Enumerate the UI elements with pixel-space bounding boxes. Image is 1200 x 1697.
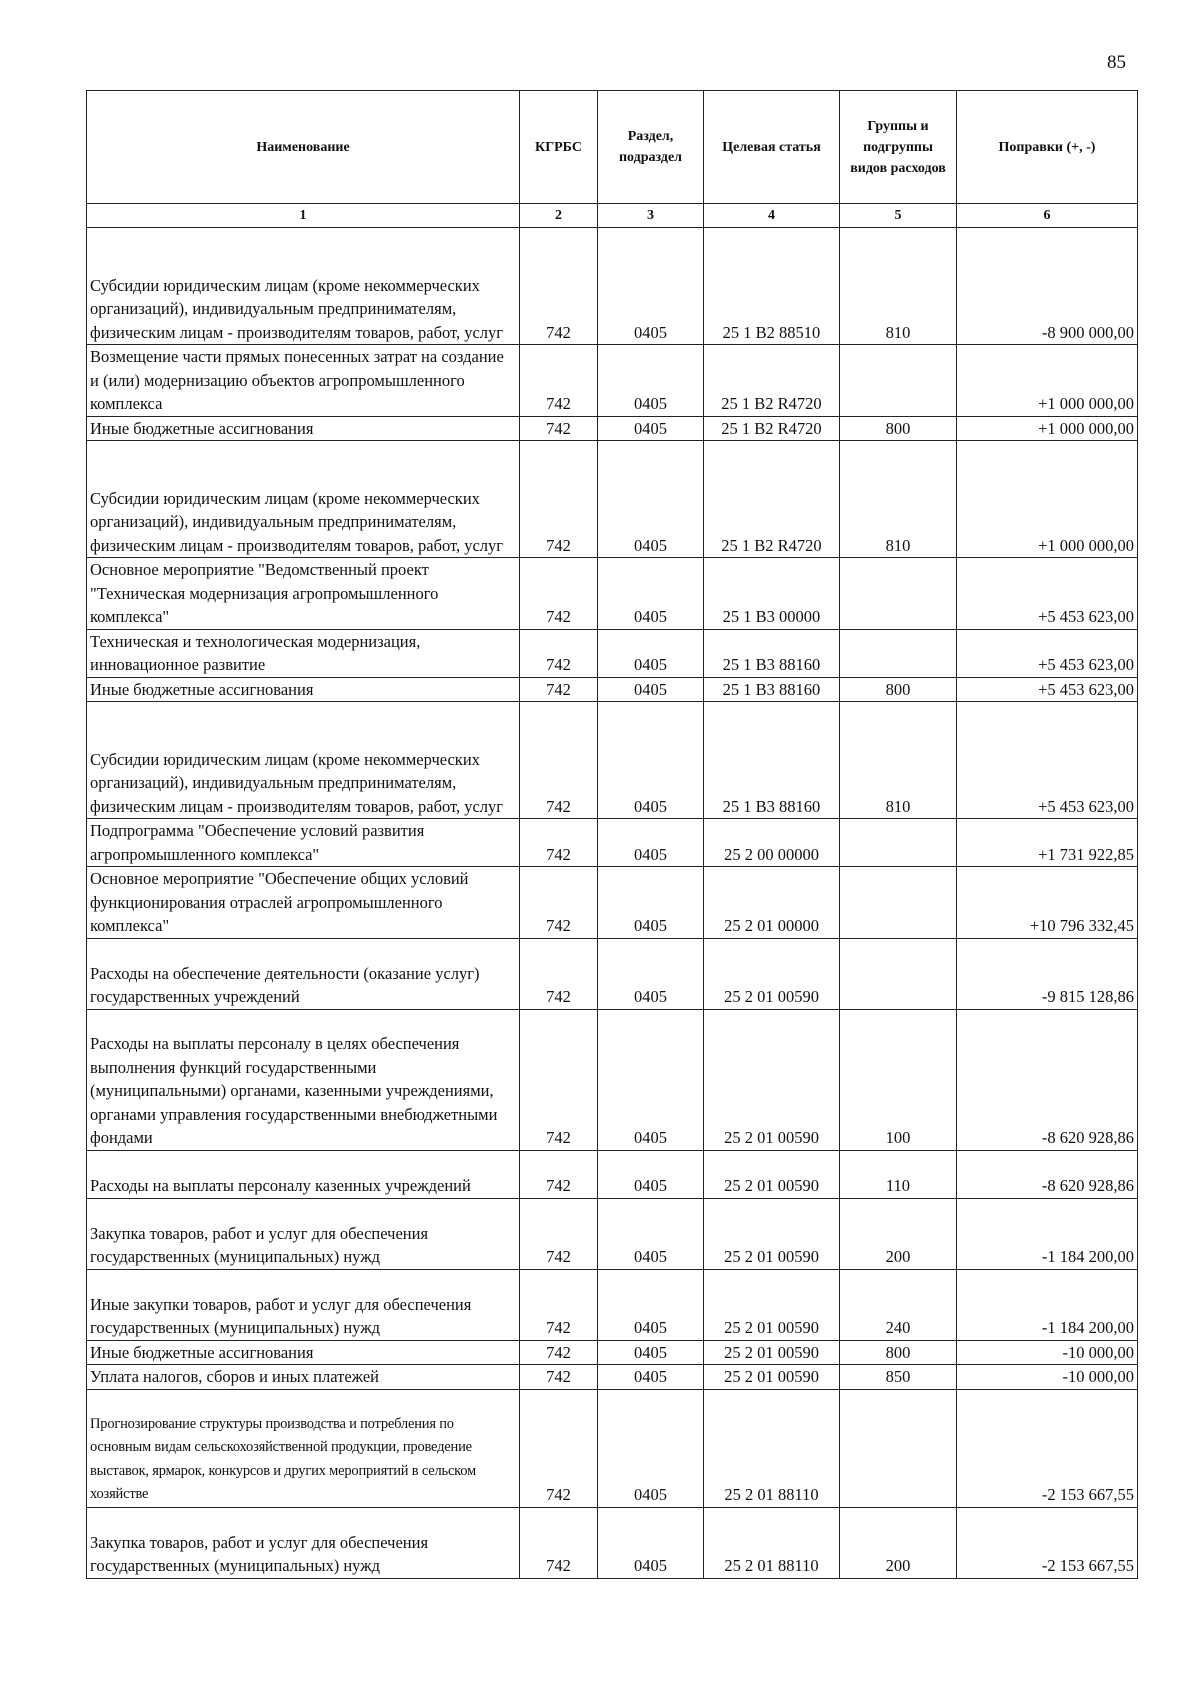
row-target: 25 2 01 00590 [704,1365,840,1390]
row-amount: +5 453 623,00 [957,558,1138,630]
row-target: 25 2 01 00590 [704,1340,840,1365]
row-amount: +10 796 332,45 [957,867,1138,939]
column-number: 2 [520,204,598,228]
table-row [87,1009,1138,1150]
row-group: 100 [840,1009,957,1150]
row-target: 25 1 B3 88160 [704,629,840,677]
table-row [87,702,1138,819]
row-section: 0405 [598,558,704,630]
row-group: 110 [840,1150,957,1198]
row-name: Иные бюджетные ассигнования [87,1340,520,1365]
row-amount: -2 153 667,55 [957,1389,1138,1507]
row-name: Закупка товаров, работ и услуг для обеспечения государственных (муниципальных) нужд [87,1507,520,1578]
row-kgrbs: 742 [520,867,598,939]
row-name: Техническая и технологическая модернизация, инновационное развитие [87,629,520,677]
row-group [840,558,957,630]
row-kgrbs: 742 [520,938,598,1009]
row-amount: -10 000,00 [957,1365,1138,1390]
row-name: Субсидии юридическим лицам (кроме некоммерческих организаций), индивидуальным предпринимателям, физическим лицам - производителям товаров, работ, услуг [87,228,520,345]
row-name: Субсидии юридическим лицам (кроме некоммерческих организаций), индивидуальным предпринимателям, физическим лицам - производителям товаров, работ, услуг [87,441,520,558]
row-section: 0405 [598,677,704,702]
row-target: 25 2 01 88110 [704,1389,840,1507]
column-number: 6 [957,204,1138,228]
row-target: 25 1 B2 R4720 [704,345,840,417]
row-amount: -10 000,00 [957,1340,1138,1365]
row-section: 0405 [598,1389,704,1507]
row-kgrbs: 742 [520,558,598,630]
row-target: 25 1 B2 R4720 [704,441,840,558]
row-section: 0405 [598,1269,704,1340]
row-kgrbs: 742 [520,1507,598,1578]
row-section: 0405 [598,1365,704,1390]
column-number: 3 [598,204,704,228]
header-section: Раздел, подраздел [598,91,704,204]
table-row [87,228,1138,345]
row-section: 0405 [598,441,704,558]
row-group: 810 [840,441,957,558]
row-name: Основное мероприятие "Ведомственный проект "Техническая модернизация агропромышленного комплекса" [87,558,520,630]
row-kgrbs: 742 [520,677,598,702]
row-kgrbs: 742 [520,702,598,819]
row-section: 0405 [598,1507,704,1578]
row-amount: +1 000 000,00 [957,345,1138,417]
row-amount: -1 184 200,00 [957,1198,1138,1269]
row-group [840,819,957,867]
row-group: 800 [840,677,957,702]
row-group: 800 [840,416,957,441]
table-header-row [87,91,1138,204]
table-row [87,1507,1138,1578]
table-row [87,1365,1138,1390]
table-row [87,558,1138,630]
row-group: 850 [840,1365,957,1390]
row-amount: -8 620 928,86 [957,1009,1138,1150]
row-section: 0405 [598,1009,704,1150]
row-target: 25 2 00 00000 [704,819,840,867]
row-target: 25 2 01 00590 [704,1198,840,1269]
row-name: Уплата налогов, сборов и иных платежей [87,1365,520,1390]
row-amount: +5 453 623,00 [957,677,1138,702]
row-amount: -2 153 667,55 [957,1507,1138,1578]
row-section: 0405 [598,1198,704,1269]
row-kgrbs: 742 [520,1198,598,1269]
row-amount: +5 453 623,00 [957,629,1138,677]
row-target: 25 2 01 00590 [704,1009,840,1150]
row-kgrbs: 742 [520,1365,598,1390]
header-changes: Поправки (+, -) [957,91,1138,204]
row-name: Основное мероприятие "Обеспечение общих условий функционирования отраслей агропромышленного комплекса" [87,867,520,939]
row-section: 0405 [598,819,704,867]
page-number: 85 [1107,52,1126,73]
row-name: Иные закупки товаров, работ и услуг для обеспечения государственных (муниципальных) нужд [87,1269,520,1340]
header-kgrbs: КГРБС [520,91,598,204]
row-section: 0405 [598,228,704,345]
row-amount: +1 731 922,85 [957,819,1138,867]
row-section: 0405 [598,416,704,441]
table-row [87,1340,1138,1365]
row-kgrbs: 742 [520,1150,598,1198]
column-number: 1 [87,204,520,228]
row-group [840,867,957,939]
row-target: 25 1 B3 00000 [704,558,840,630]
row-kgrbs: 742 [520,1009,598,1150]
row-kgrbs: 742 [520,1389,598,1507]
row-kgrbs: 742 [520,441,598,558]
row-kgrbs: 742 [520,1269,598,1340]
row-name: Закупка товаров, работ и услуг для обеспечения государственных (муниципальных) нужд [87,1198,520,1269]
row-name: Возмещение части прямых понесенных затрат на создание и (или) модернизацию объектов агропромышленного комплекса [87,345,520,417]
table-row [87,819,1138,867]
table-row [87,345,1138,417]
column-number: 5 [840,204,957,228]
table-row [87,677,1138,702]
row-group [840,345,957,417]
row-name: Расходы на обеспечение деятельности (оказание услуг) государственных учреждений [87,938,520,1009]
row-section: 0405 [598,1340,704,1365]
row-name: Иные бюджетные ассигнования [87,677,520,702]
row-name: Субсидии юридическим лицам (кроме некоммерческих организаций), индивидуальным предпринимателям, физическим лицам - производителям товаров, работ, услуг [87,702,520,819]
row-section: 0405 [598,867,704,939]
header-target: Целевая статья [704,91,840,204]
table-row [87,867,1138,939]
row-section: 0405 [598,702,704,819]
table-row [87,416,1138,441]
column-number-row [87,204,1138,228]
row-group: 200 [840,1507,957,1578]
row-target: 25 1 B2 R4720 [704,416,840,441]
row-name: Прогнозирование структуры производства и потребления по основным видам сельскохозяйственной продукции, проведение выставок, ярмарок, конкурсов и других мероприятий в сельском хозяйстве [87,1389,520,1507]
row-target: 25 2 01 00000 [704,867,840,939]
row-group: 800 [840,1340,957,1365]
row-kgrbs: 742 [520,629,598,677]
row-amount: +5 453 623,00 [957,702,1138,819]
budget-table [86,90,1138,1579]
row-section: 0405 [598,345,704,417]
row-kgrbs: 742 [520,819,598,867]
row-target: 25 2 01 00590 [704,1269,840,1340]
table-row [87,441,1138,558]
table-row [87,1150,1138,1198]
table-row [87,1198,1138,1269]
row-amount: -8 620 928,86 [957,1150,1138,1198]
row-group: 810 [840,702,957,819]
row-group: 810 [840,228,957,345]
table-row [87,1269,1138,1340]
row-name: Расходы на выплаты персоналу в целях обеспечения выполнения функций государственными (муниципальными) органами, казенными учреждениями, органами управления государственными внебюджетными фондами [87,1009,520,1150]
table-row [87,1389,1138,1507]
row-amount: +1 000 000,00 [957,441,1138,558]
row-section: 0405 [598,938,704,1009]
row-target: 25 2 01 00590 [704,938,840,1009]
row-target: 25 1 B3 88160 [704,677,840,702]
row-amount: -8 900 000,00 [957,228,1138,345]
row-group: 240 [840,1269,957,1340]
row-kgrbs: 742 [520,1340,598,1365]
row-target: 25 2 01 00590 [704,1150,840,1198]
header-name: Наименование [87,91,520,204]
row-group [840,938,957,1009]
row-name: Подпрограмма "Обеспечение условий развития агропромышленного комплекса" [87,819,520,867]
header-groups: Группы и подгруппы видов расходов [840,91,957,204]
row-group: 200 [840,1198,957,1269]
row-kgrbs: 742 [520,416,598,441]
row-amount: -9 815 128,86 [957,938,1138,1009]
row-target: 25 1 B3 88160 [704,702,840,819]
row-group [840,629,957,677]
row-target: 25 1 B2 88510 [704,228,840,345]
row-section: 0405 [598,1150,704,1198]
row-group [840,1389,957,1507]
table-row [87,629,1138,677]
row-amount: -1 184 200,00 [957,1269,1138,1340]
column-number: 4 [704,204,840,228]
row-section: 0405 [598,629,704,677]
table-row [87,938,1138,1009]
row-amount: +1 000 000,00 [957,416,1138,441]
row-target: 25 2 01 88110 [704,1507,840,1578]
row-kgrbs: 742 [520,345,598,417]
row-kgrbs: 742 [520,228,598,345]
row-name: Иные бюджетные ассигнования [87,416,520,441]
row-name: Расходы на выплаты персоналу казенных учреждений [87,1150,520,1198]
